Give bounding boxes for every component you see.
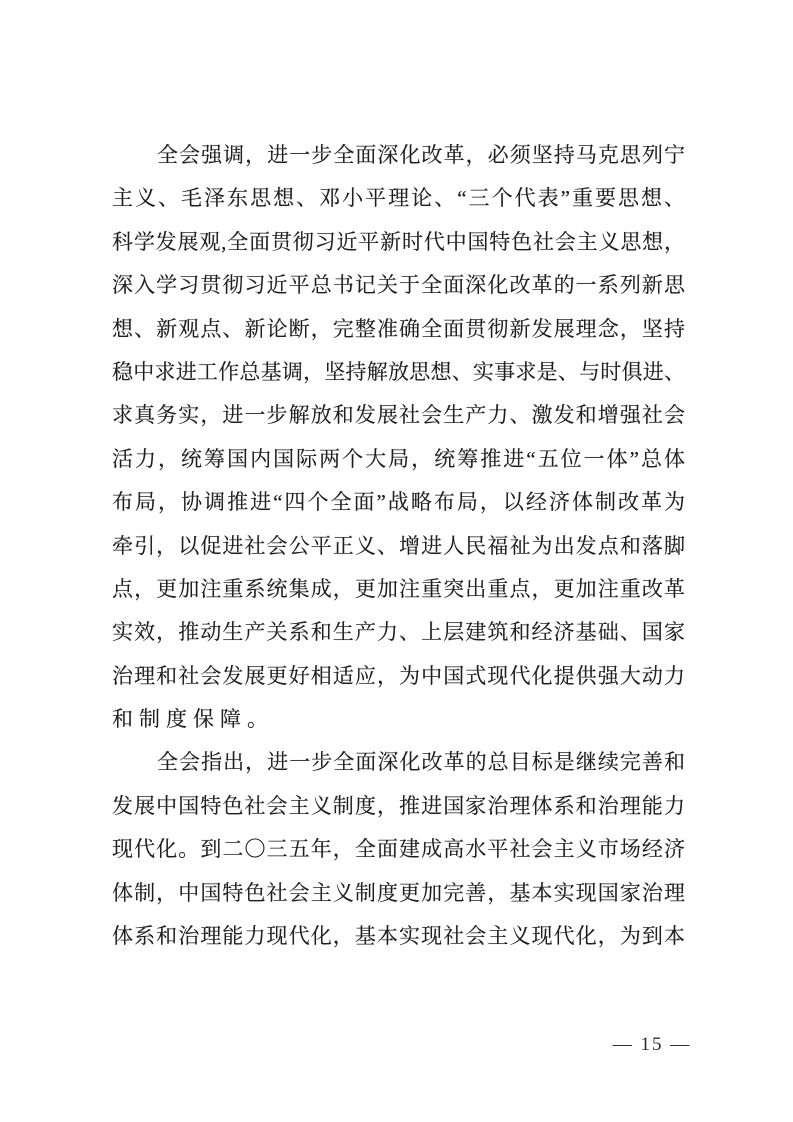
page-number: — 15 —	[612, 1034, 692, 1055]
document-text-block	[112, 134, 685, 958]
text-line: 求真务实，进一步解放和发展社会生产力、激发和增强社会	[112, 403, 685, 428]
text-line: 活力，统筹国内国际两个大局，统筹推进“五位一体”总体	[112, 446, 685, 471]
text-line: 全会强调，进一步全面深化改革，必须坚持马克思列宁	[157, 143, 685, 167]
text-line: 想、新观点、新论断，完整准确全面贯彻新发展理念，坚持	[112, 316, 685, 341]
text-line: 和制度保障。	[112, 707, 274, 732]
text-line: 主义、毛泽东思想、邓小平理论、“三个代表”重要思想、	[112, 186, 685, 211]
text-line: 体制，中国特色社会主义制度更加完善，基本实现国家治理	[112, 880, 685, 905]
text-line: 发展中国特色社会主义制度，推进国家治理体系和治理能力	[112, 793, 685, 818]
text-line: 科学发展观,全面贯彻习近平新时代中国特色社会主义思想，	[112, 229, 685, 254]
text-line: 点，更加注重系统集成，更加注重突出重点，更加注重改革	[112, 576, 685, 601]
text-line: 布局，协调推进“四个全面”战略布局，以经济体制改革为	[112, 490, 685, 515]
text-line: 牵引，以促进社会公平正义、增进人民福祉为出发点和落脚	[112, 533, 685, 558]
text-line: 稳中求进工作总基调，坚持解放思想、实事求是、与时俱进、	[112, 359, 685, 384]
text-line: 治理和社会发展更好相适应，为中国式现代化提供强大动力	[112, 663, 685, 688]
text-line: 全会指出，进一步全面深化改革的总目标是继续完善和	[157, 750, 685, 775]
text-line: 现代化。到二〇三五年，全面建成高水平社会主义市场经济	[112, 837, 685, 862]
text-line: 实效，推动生产关系和生产力、上层建筑和经济基础、国家	[112, 620, 685, 645]
text-line: 深入学习贯彻习近平总书记关于全面深化改革的一系列新思	[112, 273, 685, 298]
text-line: 体系和治理能力现代化，基本实现社会主义现代化，为到本	[112, 924, 685, 949]
